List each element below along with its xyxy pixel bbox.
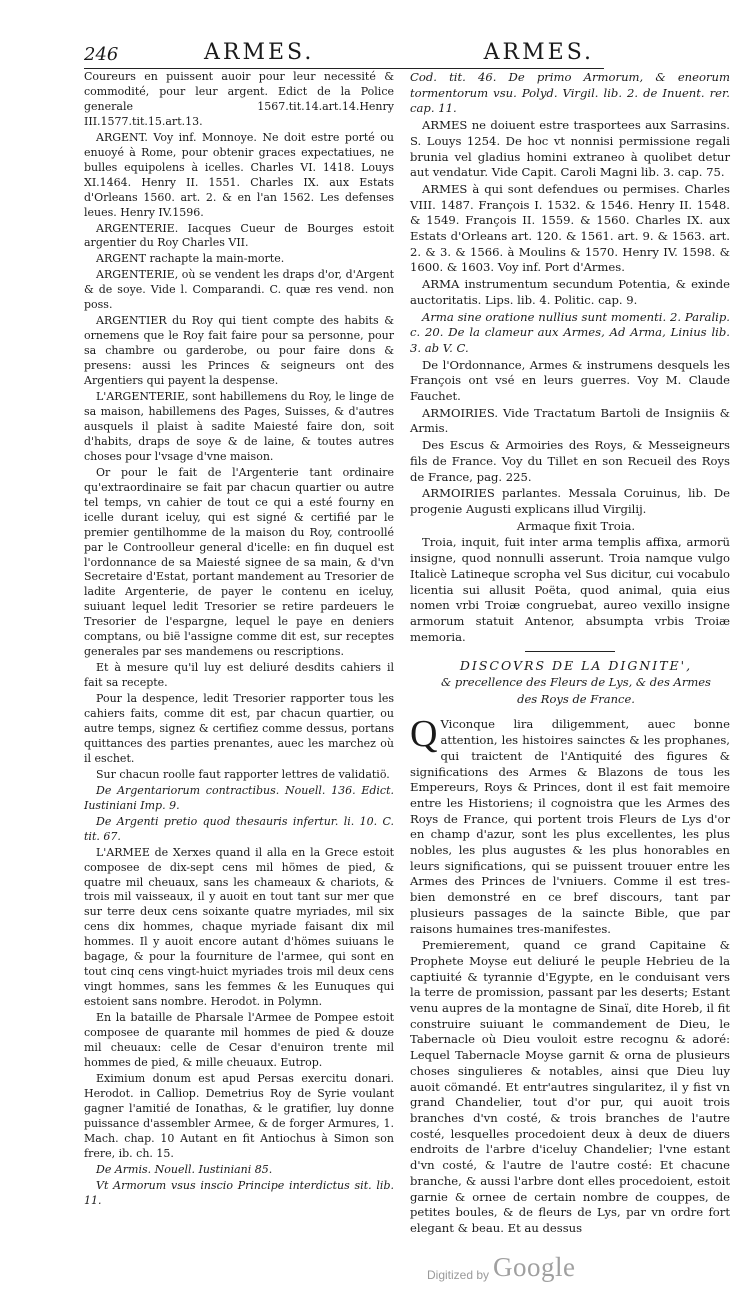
running-title-right: ARMES. <box>483 40 594 65</box>
watermark-prefix: Digitized by <box>427 1268 490 1282</box>
section-divider <box>525 651 615 652</box>
entry-paragraph: En la bataille de Pharsale l'Armee de Pompee estoit composee de quarante mil hommes de pied & douze mil cheuaux: celle de Cesar d'enuiron trente mil hommes de pied, & mille cheuaux. Eutrop. <box>84 1011 394 1069</box>
entry-paragraph: Coureurs en puissent auoir pour leur necessité & commodité, pour leur argent. Edict de la Police generale 1567.tit.14.art.14.Henry III.1577.tit.15.art.13. <box>84 70 394 128</box>
latin-citation: Arma sine oratione nullius sunt momenti. 2. Paralip. c. 20. De la clameur aux Armes, Ad Arma, Linius lib. 3. ab V. C. <box>410 309 730 355</box>
entry-paragraph: L'ARMEE de Xerxes quand il alla en la Grece estoit composee de dix-sept cens mil hömes de pied, & quatre mil cheuaux, sans les chameaux & chariots, & trois mil vaisseaux, il y auoit en tout tant sur mer que sur terre deux cens soixante quatre myriades, mil six cens dix hommes, chaque myriade faisant dix mil hommes. Il y auoit encore autant d'hömes suiuans le bagage, & pour la fourniture de l'armee, qui sont en tout cinq cens vingt-huict myriades trois mil deux cens vingt hommes, sans les femmes & les Eunuques qui estoient sans nombre. Herodot. in Polymn. <box>84 845 394 1009</box>
page-number: 246 <box>84 44 119 65</box>
entry-paragraph: Eximium donum est apud Persas exercitu donari. Herodot. in Calliop. Demetrius Roy de Syrie voulant gagner l'amitié de Ionathas, & le gratifier, luy donne puissance d'assembler Armee, & de forger Armures, 1. Mach. chap. 10 Autant en fit Antiochus à Simon son frere, ib. ch. 15. <box>84 1071 394 1160</box>
entry-paragraph: ARGENT. Voy inf. Monnoye. Ne doit estre porté ou enuoyé à Rome, pour obtenir graces expectatiues, ne bulles equipolens à icelles. Charles VI. 1418. Louys XI.1464. Henry II. 1551. Charles IX. aux Estats d'Orleans 1560. art. 2. & en l'an 1562. Les defenses leues. Henry IV.1596. <box>84 130 394 219</box>
header-rule <box>84 68 604 69</box>
discourse-title <box>410 658 730 707</box>
latin-citation: De Armis. Nouell. Iustiniani 85. <box>96 1162 273 1176</box>
right-column <box>410 70 730 1238</box>
latin-citation: Vt Armorum vsus inscio Principe interdictus sit. lib. 11. <box>84 1178 394 1207</box>
left-column <box>84 70 394 1209</box>
discourse-title-line-2: & precellence des Fleurs de Lys, & des Armes <box>441 675 711 690</box>
entry-paragraph: ARGENTIER du Roy qui tient compte des habits & ornemens que le Roy fait faire pour sa personne, pour sa chambre ou garderobe, ou pour faire dons & presens: aussi les Princes & seigneurs ont des Argentiers qui payent la despense. <box>84 314 394 388</box>
verse-line: Armaque fixit Troia. <box>516 518 636 533</box>
latin-citation: Cod. tit. 46. De primo Armorum, & eneorum tormentorum vsu. Polyd. Virgil. lib. 2. de Inuent. rer. cap. 11. <box>410 70 730 116</box>
entry-paragraph: L'ARGENTERIE, sont habillemens du Roy, le linge de sa maison, habillemens des Pages, Suisses, & d'autres ausquels il plaist à sadite Maiesté faire don, soit d'habits, draps de soye & de laine, & toutes autres choses pour l'vsage d'vne maison. <box>84 390 394 463</box>
paragraph-text: Viconque lira diligemment, auec bonne attention, les histoires sainctes & les prophanes, qui traictent de l'Antiquité des figures & significations des Armes & Blazons de tous les Empereurs, Roys & Princes, dont il est fait memoire entre les Historiens; il cognoistra que les Armes des Roys de France, qui portent trois Fleurs de Lys d'or en champ d'azur, sont les plus excellentes, les plus nobles, les plus augustes & les plus honorables en leurs significations, qui se puissent trouuer entre les Armes des Princes de l'vniuers. Comme il est tres-bien demonstré en ce bref discours, tant par plusieurs passages de la saincte Bible, que par raisons humaines tres-manifestes. <box>410 717 730 936</box>
entry-paragraph: ARMES à qui sont defendues ou permises. Charles VIII. 1487. François I. 1532. & 1546. Henry II. 1548. & 1549. François II. 1559. & 1560. Charles IX. aux Estats d'Orleans art. 120. & 1561. art. 9. & 1563. art. 2. & 3. & 1566. à Moulins & 1570. Henry IV. 1598. & 1600. & 1603. Voy inf. Port d'Armes. <box>410 181 730 275</box>
digitized-watermark <box>427 1252 627 1292</box>
entry-paragraph: ARMA instrumentum secundum Potentia, & exinde auctoritatis. Lips. lib. 4. Politic. cap. 9. <box>410 277 730 307</box>
entry-paragraph: Des Escus & Armoiries des Roys, & Messeigneurs fils de France. Voy du Tillet en son Recueil des Roys de France, pag. 225. <box>410 438 730 484</box>
entry-paragraph: Troia, inquit, fuit inter arma templis affixa, armorü insigne, quod nonnulli asserunt. Troia namque vulgo Italicè Latineque scropha vel Sus dicitur, cui vocabulo licentia sui allusit Poëta, quod animal, quia eius nomen vrbi Troiæ congruebat, aureo vexillo insigne armorum statuit Antenor, absumpta vrbis Troiæ memoria. <box>410 535 730 644</box>
entry-paragraph: Sur chacun roolle faut rapporter lettres de validatiö. <box>96 767 390 781</box>
page-header <box>84 40 594 66</box>
entry-paragraph: Or pour le fait de l'Argenterie tant ordinaire qu'extraordinaire se fait par chacun quartier ou autre tel temps, vn cahier de tout ce qui a esté fourny en icelle durant iceluy, qui est signé & certifié par le premier gentilhomme de la maison du Roy, controollé par le Controolleur general d'icelle: en fin duquel est l'ordonnance de sa Maiesté signee de sa main, & d'vn Secretaire d'Estat, portant mandement au Tresorier de ladite Argenterie, de payer le contenu en iceluy, suiuant lequel ledit Tresorier se retire pardeuers le Tresorier de l'espargne, lequel le paye en deniers comptans, ou bië l'assigne comme dit est, sur receptes generales par ses mandemens ou rescriptions. <box>84 465 394 659</box>
entry-paragraph: Et à mesure qu'il luy est deliuré desdits cahiers il fait sa recepte. <box>84 661 394 690</box>
drop-cap: Q <box>410 713 438 756</box>
entry-paragraph: ARMOIRIES parlantes. Messala Coruinus, lib. De progenie Augusti explicans illud Virgilij. <box>410 486 730 516</box>
entry-paragraph: De l'Ordonnance, Armes & instrumens desquels les François ont vsé en leurs guerres. Voy M. Claude Fauchet. <box>410 357 730 404</box>
discourse-title-line-3: des Roys de France. <box>517 691 635 706</box>
discourse-title-line-1: DISCOVRS DE LA DIGNITE', <box>459 658 693 674</box>
entry-paragraph: ARMOIRIES. Vide Tractatum Bartoli de Insigniis & Armis. <box>410 405 730 436</box>
running-title-left: ARMES. <box>204 40 315 65</box>
entry-paragraph: ARMES ne doiuent estre trasportees aux Sarrasins. S. Louys 1254. De hoc vt nonnisi permissione regali brunia vel gladius homini extraneo à quolibet detur aut vendatur. Vide Capit. Caroli Magni lib. 3. cap. 75. <box>410 118 730 180</box>
discourse-paragraph <box>410 713 730 937</box>
entry-paragraph: ARGENTERIE. Iacques Cueur de Bourges estoit argentier du Roy Charles VII. <box>84 221 394 250</box>
entry-paragraph: ARGENTERIE, où se vendent les draps d'or, d'Argent & de soye. Vide l. Comparandi. C. quæ res vend. non poss. <box>84 268 394 312</box>
latin-citation: De Argentariorum contractibus. Nouell. 136. Edict. Iustiniani Imp. 9. <box>84 783 394 812</box>
entry-paragraph: Premierement, quand ce grand Capitaine & Prophete Moyse eut deliuré le peuple Hebrieu de la captiuité & tyrannie d'Egypte, en le conduisant vers la terre de promission, passant par les deserts; Estant venu aupres de la montagne de Sinaï, dite Horeb, il fit construire suiuant le commandement de Dieu, le Tabernacle où Dieu vouloit estre recognu & adoré: Lequel Tabernacle Moyse garnit & orna de plusieurs choses singulieres & notables, ainsi que Dieu luy auoit cömandé. Et entr'autres singularitez, il y fist vn grand Chandelier, tout d'or pur, qui auoit trois branches d'vn costé, & trois branches de l'autre costé, lesquelles procedoient deux à deux de diuers endroits de l'arbre d'iceluy Chandelier; l'vne estant d'vn costé, & l'autre de l'autre costé: Et chacune branche, & aussi l'arbre dont elles procedoient, estoit garnie & ornee de certain nombre de couppes, de petites boules, & de fleurs de Lys, par vn ordre fort elegant & beau. Et au dessus <box>410 938 730 1235</box>
google-logo: Google <box>493 1252 576 1282</box>
latin-citation: De Argenti pretio quod thesauris infertur. li. 10. C. tit. 67. <box>84 814 394 843</box>
entry-paragraph: ARGENT rachapte la main-morte. <box>96 252 285 266</box>
entry-paragraph: Pour la despence, ledit Tresorier rapporter tous les cahiers faits, comme dit est, par chacun quartier, ou autre temps, signez & certifiez comme dessus, portans quittances des parties prenantes, auec les marchez où il eschet. <box>84 692 394 765</box>
